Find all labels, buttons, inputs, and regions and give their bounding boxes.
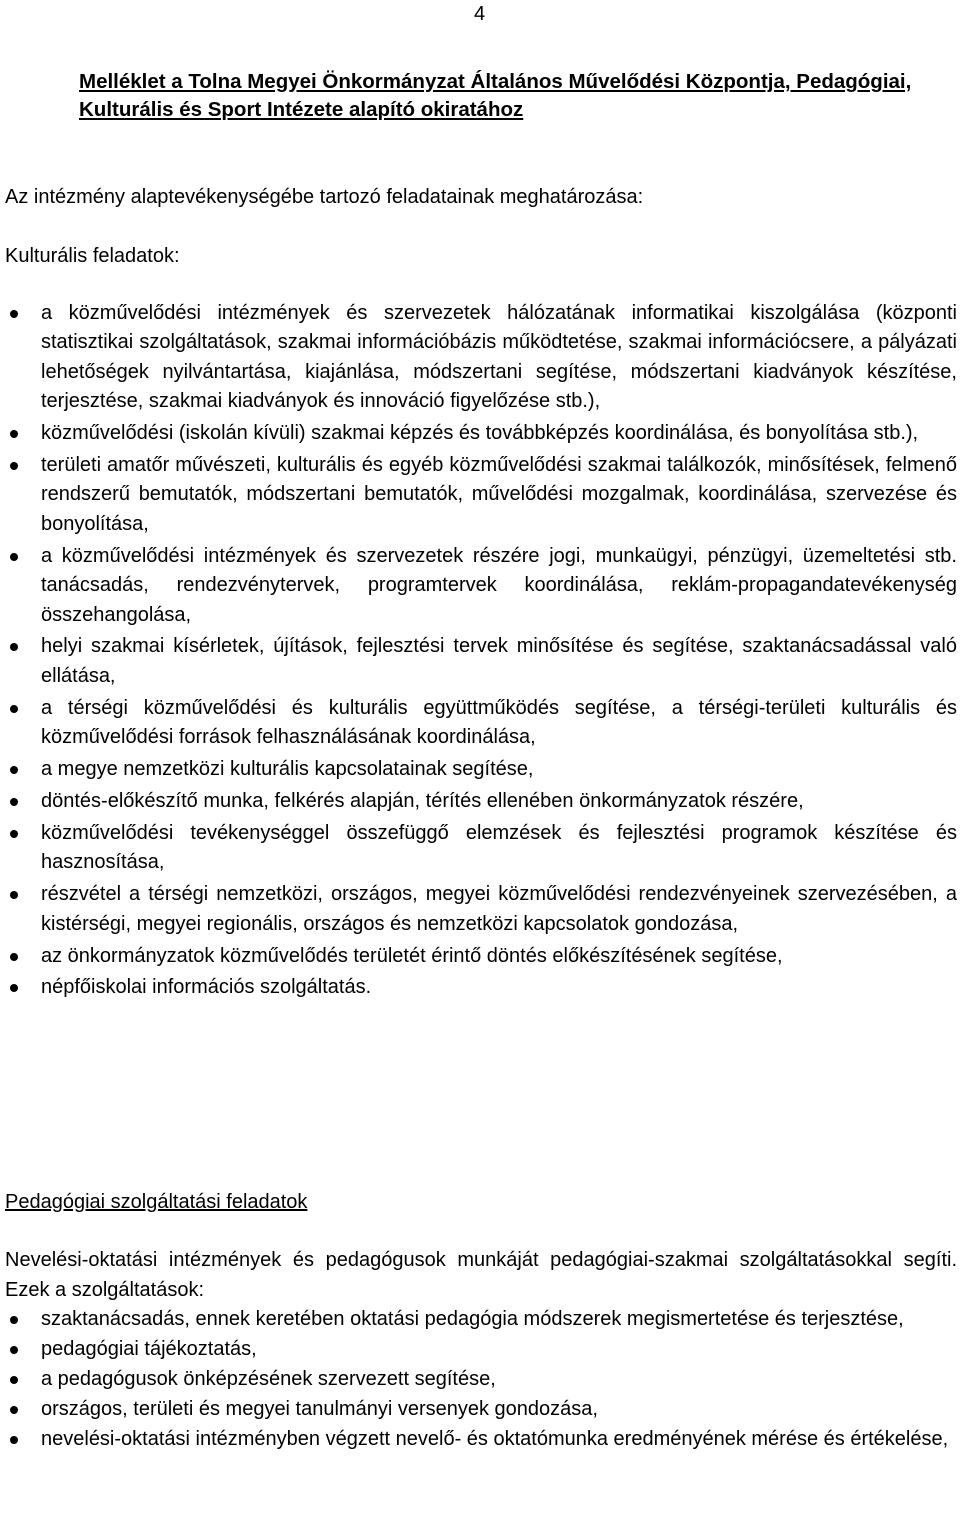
intro-text: Az intézmény alaptevékenységébe tartozó feladatainak meghatározása:	[5, 186, 644, 208]
bullet-icon	[10, 553, 18, 561]
page-number: 4	[474, 3, 486, 25]
list-item-text: az önkormányzatok közművelődés területét érintő döntés előkészítésének segítése,	[41, 944, 783, 967]
kulturalis-heading: Kulturális feladatok:	[5, 245, 180, 267]
bullet-icon	[10, 310, 18, 318]
list-item-text: közművelődési (iskolán kívüli) szakmai képzés és továbbképzés koordinálása, és bonyolítása stb.),	[41, 422, 919, 445]
document-title: Melléklet a Tolna Megyei Önkormányzat Általános Művelődési Központja, Pedagógiai, Kulturális és Sport Intézete alapító okiratához	[79, 70, 912, 121]
list-item	[0, 632, 957, 691]
list-item-text: döntés-előkészítő munka, felkérés alapján, térítés ellenében önkormányzatok részére,	[41, 790, 804, 812]
list-item	[0, 819, 957, 878]
list-item	[0, 1425, 957, 1454]
bullet-icon	[10, 1436, 18, 1444]
list-item-text: a térségi közművelődési és kulturális együttműködés segítése, a térségi-területi kulturális és közművelődési források felhasználásának koordinálása,	[41, 696, 957, 749]
bullet-icon	[10, 798, 18, 806]
list-item-text: a pedagógusok önképzésének szervezett segítése,	[41, 1367, 496, 1390]
list-item	[0, 694, 957, 753]
bullet-icon	[10, 1406, 18, 1414]
list-item-text: közművelődési tevékenységgel összefüggő elemzések és fejlesztési programok készítése és hasznosítása,	[41, 821, 957, 874]
bullet-icon	[10, 643, 18, 651]
list-item	[0, 299, 957, 417]
list-item-text: szaktanácsadás, ennek keretében oktatási pedagógia módszerek megismertetése és terjesztése,	[41, 1308, 904, 1330]
list-item-text: országos, területi és megyei tanulmányi versenyek gondozása,	[41, 1397, 598, 1420]
list-item	[0, 1335, 957, 1364]
list-item	[0, 942, 957, 971]
bullet-icon	[10, 1376, 18, 1384]
bullet-icon	[10, 766, 18, 774]
list-item	[0, 542, 957, 630]
list-item	[0, 880, 957, 939]
list-item	[0, 973, 957, 1002]
list-item-text: helyi szakmai kísérletek, újítások, fejlesztési tervek minősítése és segítése, szaktanácsadással való ellátása,	[41, 635, 957, 687]
bullet-icon	[10, 1316, 18, 1324]
bullet-icon	[10, 984, 18, 992]
list-item	[0, 419, 957, 448]
pedagogiai-heading: Pedagógiai szolgáltatási feladatok	[5, 1191, 308, 1213]
list-item-text: pedagógiai tájékoztatás,	[41, 1337, 257, 1360]
bullet-icon	[10, 891, 18, 899]
list-item	[0, 755, 957, 784]
list-item	[0, 1305, 957, 1334]
list-item-text: a közművelődési intézmények és szervezetek hálózatának informatikai kiszolgálása (központi statisztikai szolgáltatások, szakmai információbázis működtetése, szakmai információcsere, a pályázati lehetőségek nyilvántartása, kiajánlása, módszertani segítése, módszertani kiadványok készítése, terjesztése, szakmai kiadványok és innováció figyelőzése stb.),	[41, 302, 957, 413]
list-item	[0, 1395, 957, 1424]
list-item	[0, 787, 957, 816]
list-item-text: népfőiskolai információs szolgáltatás.	[41, 976, 372, 999]
list-item-text: részvétel a térségi nemzetközi, országos, megyei közművelődési rendezvényeinek szervezésében, a kistérségi, megyei regionális, országos és nemzetközi kapcsolatok gondozása,	[41, 883, 957, 935]
bullet-icon	[10, 1346, 18, 1354]
kulturalis-list	[0, 299, 957, 1005]
list-item	[0, 1365, 957, 1394]
list-item-text: nevelési-oktatási intézményben végzett nevelő- és oktatómunka eredményének mérése és értékelése,	[41, 1427, 949, 1450]
list-item-text: területi amatőr művészeti, kulturális és egyéb közművelődési szakmai találkozók, minősítések, felmenő rendszerű bemutatók, módszertani bemutatók, művelődési mozgalmak, koordinálása, szervezése és bonyolítása,	[41, 454, 957, 535]
pedagogiai-intro: Nevelési-oktatási intézmények és pedagógusok munkáját pedagógiai-szakmai szolgáltatásokkal segíti. Ezek a szolgáltatások:	[5, 1249, 957, 1301]
bullet-icon	[10, 953, 18, 961]
pedagogiai-list	[0, 1305, 957, 1455]
bullet-icon	[10, 462, 18, 470]
bullet-icon	[10, 705, 18, 713]
list-item-text: a közművelődési intézmények és szervezetek részére jogi, munkaügyi, pénzügyi, üzemeltetési stb. tanácsadás, rendezvénytervek, programtervek koordinálása, reklám-propagandatevékenység összehangolása,	[41, 544, 957, 626]
bullet-icon	[10, 430, 18, 438]
bullet-icon	[10, 830, 18, 838]
list-item	[0, 451, 957, 539]
list-item-text: a megye nemzetközi kulturális kapcsolatainak segítése,	[41, 758, 534, 781]
